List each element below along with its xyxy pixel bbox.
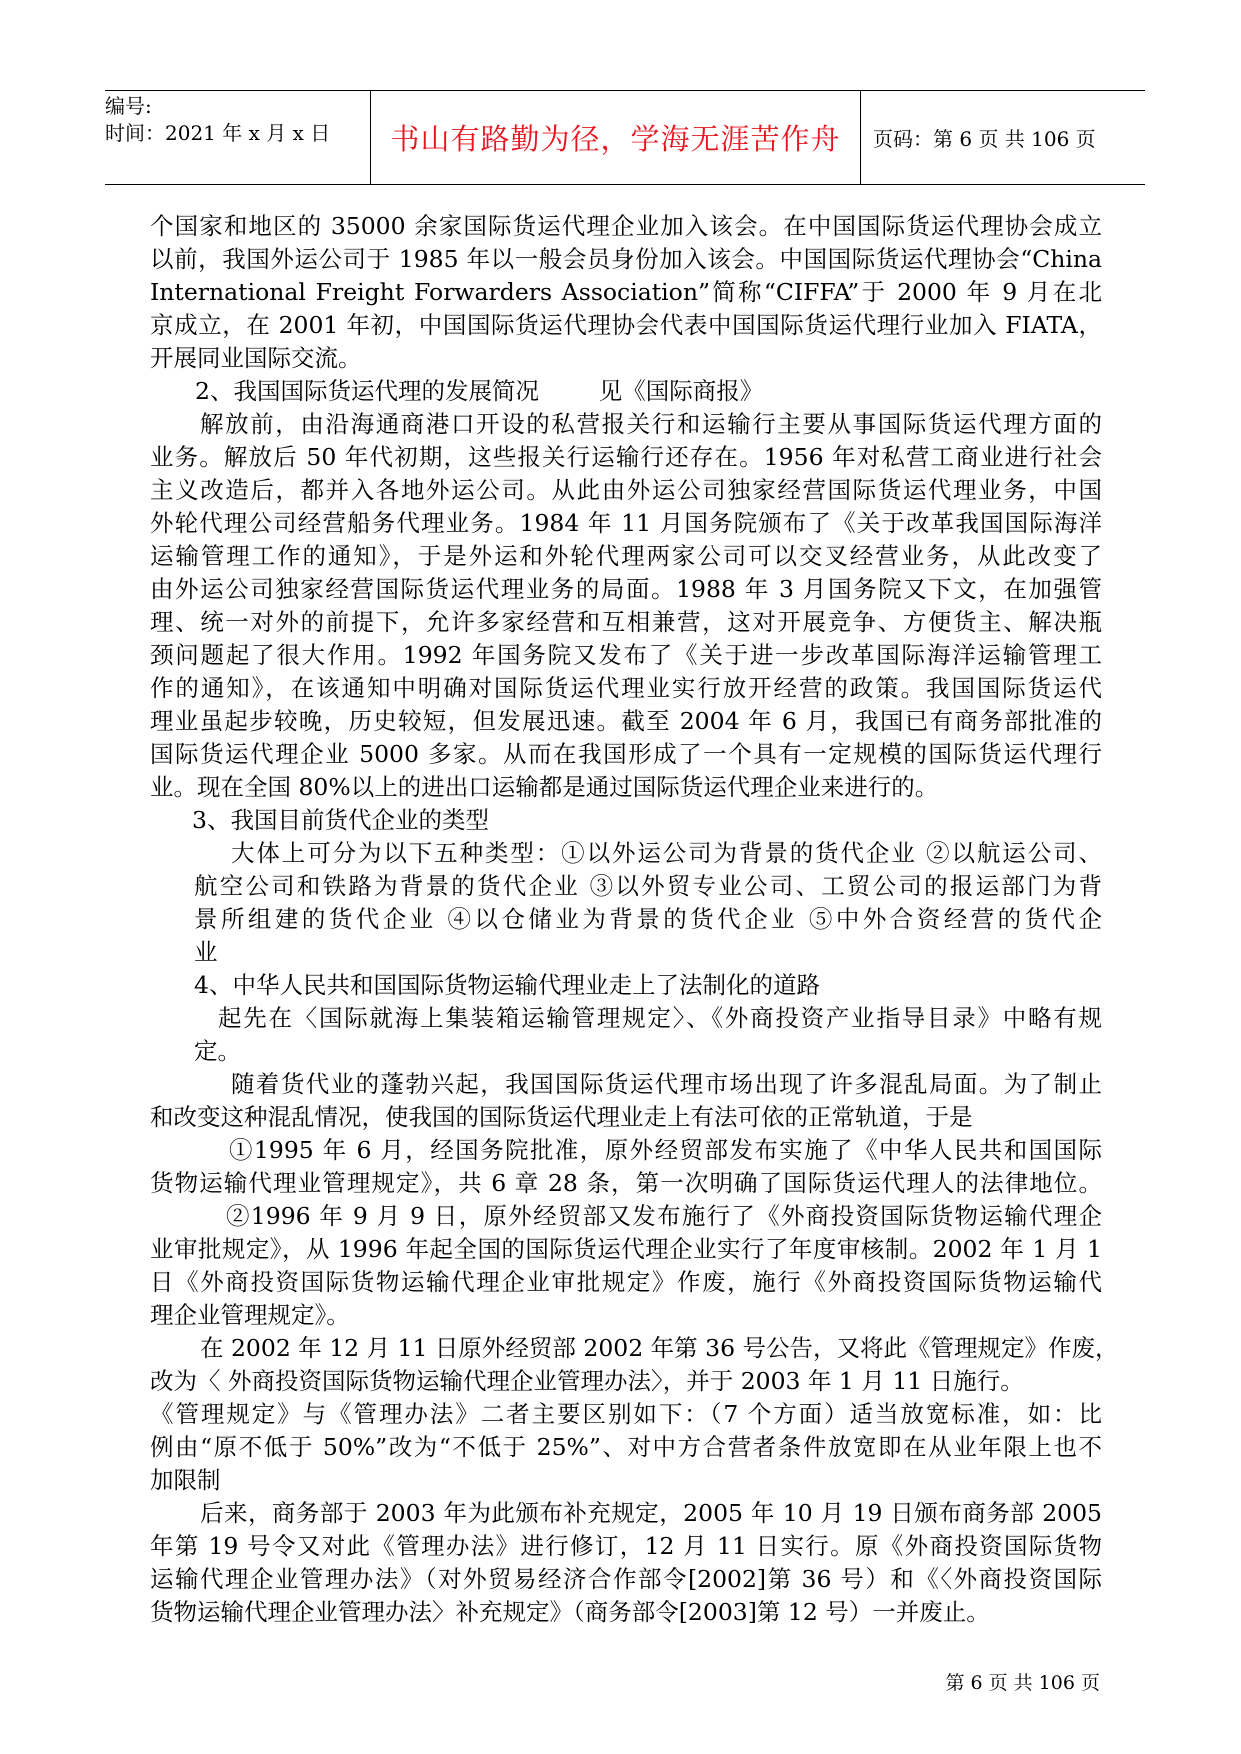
body-line: 由外运公司独家经营国际货运代理业务的局面。1988 年 3 月国务院又下文，在加强管 [150,575,1102,603]
section-heading: 2、我国国际货运代理的发展简况 见《国际商报》 [195,377,764,405]
body-line: 起先在〈国际就海上集装箱运输管理规定〉、《外商投资产业指导目录》中略有规 [218,1004,1102,1032]
body-line: 景所组建的货代企业 ④以仓储业为背景的货代企业 ⑤中外合资经营的货代企 [194,905,1102,933]
body-line: 《管理规定》与《管理办法》二者主要区别如下：（7 个方面）适当放宽标准，如：比 [150,1400,1102,1428]
body-line: 颈问题起了很大作用。1992 年国务院又发布了《关于进一步改革国际海洋运输管理工 [150,641,1102,669]
header-motto: 书山有路勤为径，学海无涯苦作舟 [390,122,841,156]
body-line: 解放前，由沿海通商港口开设的私营报关行和运输行主要从事国际货运代理方面的 [200,410,1102,438]
header-page-cell [861,91,1145,184]
body-line: 业审批规定》，从 1996 年起全国的国际货运代理企业实行了年度审核制。2002 年 1 月 1 [150,1235,1102,1263]
body-line: 业 [194,938,218,966]
body-line: 国际货运代理企业 5000 多家。从而在我国形成了一个具有一定规模的国际货运代理行 [150,740,1102,768]
body-line: ②1996 年 9 月 9 日，原外经贸部又发布施行了《外商投资国际货物运输代理企 [226,1202,1102,1230]
body-line: 日《外商投资国际货物运输代理企业审批规定》作废，施行《外商投资国际货物运输代 [150,1268,1102,1296]
body-line: 例由“原不低于 50%”改为“不低于 25%”、对中方合营者条件放宽即在从业年限上也不 [150,1433,1102,1461]
body-line: 运输管理工作的通知》，于是外运和外轮代理两家公司可以交叉经营业务，从此改变了 [150,542,1102,570]
body-line: 年第 19 号令又对此《管理办法》进行修订，12 月 11 日实行。原《外商投资国际货物 [150,1532,1102,1560]
header-meta-cell [105,91,370,184]
body-line: 作的通知》，在该通知中明确对国际货运代理业实行放开经营的政策。我国国际货运代 [150,674,1102,702]
body-line: 个国家和地区的 35000 余家国际货运代理企业加入该会。在中国国际货运代理协会成立 [150,212,1102,240]
body-line: 理、统一对外的前提下，允许多家经营和互相兼营，这对开展竞争、方便货主、解决瓶 [150,608,1102,636]
body-line: 外轮代理公司经营船务代理业务。1984 年 11 月国务院颁布了《关于改革我国国际海洋 [150,509,1102,537]
body-line: 大体上可分为以下五种类型：①以外运公司为背景的货代企业 ②以航运公司、 [231,839,1102,867]
body-line: 随着货代业的蓬勃兴起，我国国际货运代理市场出现了许多混乱局面。为了制止 [231,1070,1102,1098]
body-line: 业务。解放后 50 年代初期，这些报关行运输行还存在。1956 年对私营工商业进行社会 [150,443,1102,471]
header-page-info: 页码：第 6 页 共 106 页 [873,127,1096,151]
body-line: 货物运输代理企业管理办法〉补充规定》（商务部令[2003]第 12 号）一并废止。 [150,1598,990,1626]
body-line: International Freight Forwarders Association”简称“CIFFA”于 2000 年 9 月在北 [150,278,1102,306]
body-text [150,210,1119,1629]
document-number-label: 编号: [105,94,152,118]
section-heading: 3、我国目前货代企业的类型 [192,806,489,834]
body-line: 理业虽起步较晚，历史较短，但发展迅速。截至 2004 年 6 月，我国已有商务部批准的 [150,707,1102,735]
body-line: 业。现在全国 80%以上的进出口运输都是通过国际货运代理企业来进行的。 [150,773,939,801]
body-line: 开展同业国际交流。 [150,344,362,372]
body-line: 和改变这种混乱情况，使我国的国际货运代理业走上有法可依的正常轨道，于是 [150,1103,973,1131]
body-line: 理企业管理规定》。 [150,1301,350,1329]
body-line: 改为〈 外商投资国际货物运输代理企业管理办法〉，并于 2003 年 1 月 11 日施行。 [150,1367,1024,1395]
body-line: 主义改造后，都并入各地外运公司。从此由外运公司独家经营国际货运代理业务，中国 [150,476,1102,504]
footer-page-info: 第 6 页 共 106 页 [945,1672,1100,1694]
body-line: 加限制 [150,1466,221,1494]
page-footer [921,1644,1100,1722]
body-line: 航空公司和铁路为背景的货代企业 ③以外贸专业公司、工贸公司的报运部门为背 [194,872,1102,900]
body-line: 运输代理企业管理办法》（对外贸易经济合作部令[2002]第 36 号）和《〈外商投资国际 [150,1565,1102,1593]
body-line: 定。 [194,1037,241,1065]
section-heading: 4、中华人民共和国国际货物运输代理业走上了法制化的道路 [194,971,820,999]
body-line: 货物运输代理业管理规定》，共 6 章 28 条，第一次明确了国际货运代理人的法律地位。 [150,1169,1102,1197]
body-line: 京成立，在 2001 年初，中国国际货运代理协会代表中国国际货运代理行业加入 FIATA， [150,311,1102,339]
header-motto-cell [370,91,861,184]
page-header [105,90,1145,185]
body-line: 在 2002 年 12 月 11 日原外经贸部 2002 年第 36 号公告，又将此《管理规定》作废， [200,1334,1119,1362]
document-date-label: 时间：2021 年 x 月 x 日 [105,121,331,145]
body-line: 以前，我国外运公司于 1985 年以一般会员身份加入该会。中国国际货运代理协会“China [150,245,1102,273]
body-line: 后来，商务部于 2003 年为此颁布补充规定，2005 年 10 月 19 日颁布商务部 2005 [200,1499,1102,1527]
body-line: ①1995 年 6 月，经国务院批准，原外经贸部发布实施了《中华人民共和国国际 [229,1136,1102,1164]
